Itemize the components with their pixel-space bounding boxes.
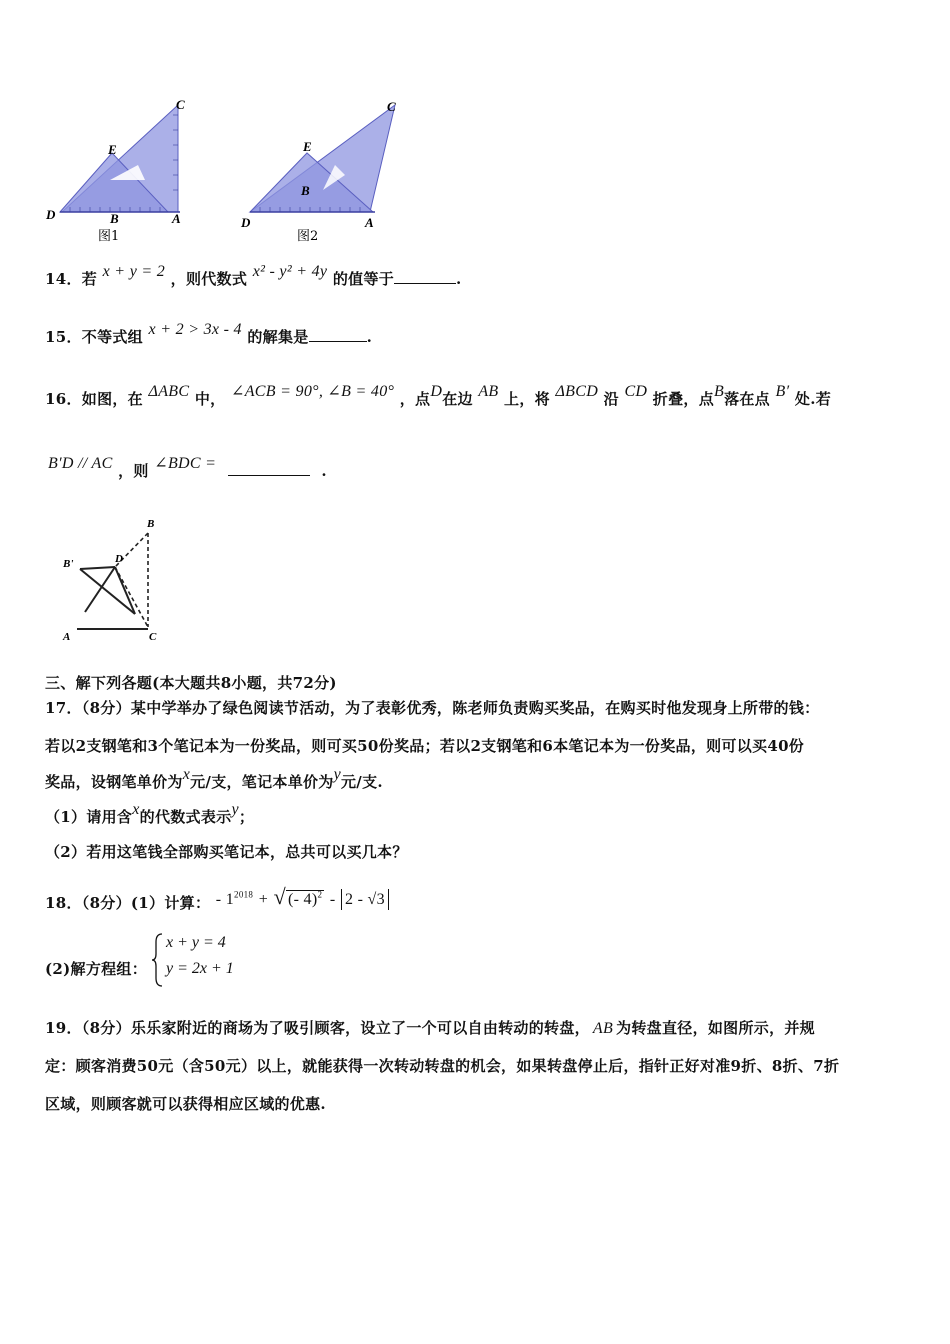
fig3-label-b: B <box>147 518 155 530</box>
q16-cd: CD <box>624 383 648 400</box>
q17-x: x <box>182 766 191 783</box>
q14-tail: 的值等于 <box>332 270 395 288</box>
q17-sub1x: x <box>132 801 140 818</box>
q18-sqrt: √ (- 4)$^2$ <box>273 884 323 909</box>
q16-bprime: B′ <box>775 383 790 400</box>
fig3-label-bprime: B' <box>63 558 74 570</box>
q17-line3c: 元/支. <box>341 773 383 791</box>
q19-line1a: 19．（8分）乐乐家附近的商场为了吸引顾客，设立了一个可以自由转动的转盘， <box>45 1019 590 1037</box>
q16-t4: 上，将 <box>504 390 550 408</box>
q18-part2-label: (2)解方程组： <box>45 960 148 978</box>
q18-part1 <box>45 884 389 914</box>
q17-y: y <box>333 766 341 783</box>
fig1-label-d: D <box>46 207 56 222</box>
brace-icon <box>152 932 164 988</box>
q18-abs <box>341 889 389 910</box>
q18-square: 2 <box>317 889 323 900</box>
fig3-label-a: A <box>63 631 71 643</box>
q17-sub2: （2）若用这笔钱全部购买笔记本，总共可以买几本？ <box>45 843 408 861</box>
q16-ask: ∠BDC = <box>154 455 217 472</box>
fig2-label-d: D <box>241 215 251 230</box>
q16-d: D <box>430 383 443 400</box>
question-14 <box>45 263 462 289</box>
q18-exponent: 2018 <box>234 889 254 900</box>
q16-ab: AB <box>478 383 499 400</box>
q15-number: 15．不等式组 <box>45 328 143 346</box>
q19-ab: AB <box>592 1020 614 1037</box>
fig3-label-c: C <box>149 631 157 643</box>
q15-end: . <box>366 328 373 346</box>
fig2-label-a: A <box>365 215 374 230</box>
fig1-label-e: E <box>108 142 117 157</box>
figure-1 <box>40 95 200 245</box>
q18-expr1 <box>216 891 253 908</box>
figure-2 <box>235 95 405 245</box>
q17-sub1 <box>45 801 255 827</box>
q17-line3b: 元/支，笔记本单价为 <box>190 773 334 791</box>
q17-line3a: 奖品，设钢笔单价为 <box>45 773 183 791</box>
q14-end: . <box>456 270 462 288</box>
q16-t8: 处.若 <box>794 390 832 408</box>
answer-blank[interactable] <box>228 475 310 476</box>
q18-head: 18．（8分）(1）计算： <box>45 894 211 912</box>
q17-sub1a: （1）请用含 <box>45 808 133 826</box>
fig1-caption: 图1 <box>98 229 120 244</box>
q17-line1: 17．（8分）某中学举办了绿色阅读节活动，为了表彰优秀，陈老师负责购买奖品，在购买时他发现身上所带的钱： <box>45 699 820 717</box>
q16-tri: ΔABC <box>148 383 190 400</box>
q16-t2: ，点 <box>399 390 431 408</box>
fig2-label-c: C <box>387 99 396 114</box>
q16-end: . <box>321 462 327 480</box>
q17-sub1b: 的代数式表示 <box>139 808 232 826</box>
q19-line2: 定：顾客消费50元（含50元）以上，就能获得一次转动转盘的机会，如果转盘停止后，指针正好对准9折、8折、7折 <box>45 1057 840 1075</box>
fig2-caption: 图2 <box>297 229 319 244</box>
question-16 <box>45 383 832 409</box>
q19-line1b: 为转盘直径，如图所示，并规 <box>616 1019 815 1037</box>
figure-3 <box>55 515 170 645</box>
q18-neg-one: - 1 <box>215 891 235 908</box>
q16-number: 16．如图，在 <box>45 390 143 408</box>
q18-eq1: x + y = 4 <box>166 934 226 951</box>
section-3-title: 三、解下列各题(本大题共8小题，共72分) <box>45 674 337 692</box>
q15-expr: x + 2 > 3x - 4 <box>148 321 242 338</box>
fig1-label-c: C <box>176 97 185 112</box>
q14-expr1: x + y = 2 <box>102 263 166 280</box>
q14-expr2: x² - y² + 4y <box>252 263 328 280</box>
answer-blank[interactable] <box>309 341 367 342</box>
q16-t6: 折叠，点 <box>652 390 714 408</box>
q16-bcd: ΔBCD <box>555 383 599 400</box>
q17-line3 <box>45 766 383 792</box>
q17-sub1y: y <box>231 801 239 818</box>
fig2-label-e: E <box>303 139 312 154</box>
q16-cond: B′D // AC <box>48 455 113 472</box>
q16-b: B <box>714 383 725 400</box>
q18-eq2: y = 2x + 1 <box>166 960 234 977</box>
answer-blank[interactable] <box>394 283 456 284</box>
q18-sqrt-inner: (- 4) <box>287 891 318 908</box>
q16-t9: ，则 <box>118 462 149 480</box>
q17-sub1c: ； <box>238 808 255 826</box>
q16-angles: ∠ACB = 90°, ∠B = 40° <box>231 383 395 400</box>
q14-mid: ，则代数式 <box>170 270 248 288</box>
q19-line3: 区域，则顾客就可以获得相应区域的优惠. <box>45 1095 326 1113</box>
q18-plus: + <box>258 891 269 908</box>
q18-minus: - <box>329 891 336 908</box>
fig1-label-a: A <box>172 211 181 226</box>
q16-t3: 在边 <box>442 390 473 408</box>
q19-line1 <box>45 1017 815 1038</box>
q18-abs-inner: 2 - √3 <box>344 891 385 908</box>
q16-t5: 沿 <box>603 390 619 408</box>
q15-tail: 的解集是 <box>247 328 309 346</box>
q17-line2: 若以2支钢笔和3个笔记本为一份奖品，则可买50份奖品；若以2支钢笔和6本笔记本为一份奖品，则可以买40份 <box>45 737 805 755</box>
fig3-label-d: D <box>115 553 123 565</box>
q16-t1: 中， <box>194 390 226 408</box>
q14-number: 14．若 <box>45 270 98 288</box>
q16-t7: 落在点 <box>724 390 770 408</box>
fig1-label-b: B <box>110 211 119 226</box>
question-16-line2 <box>48 455 327 481</box>
fig2-label-b: B <box>301 183 310 198</box>
question-15 <box>45 321 373 347</box>
